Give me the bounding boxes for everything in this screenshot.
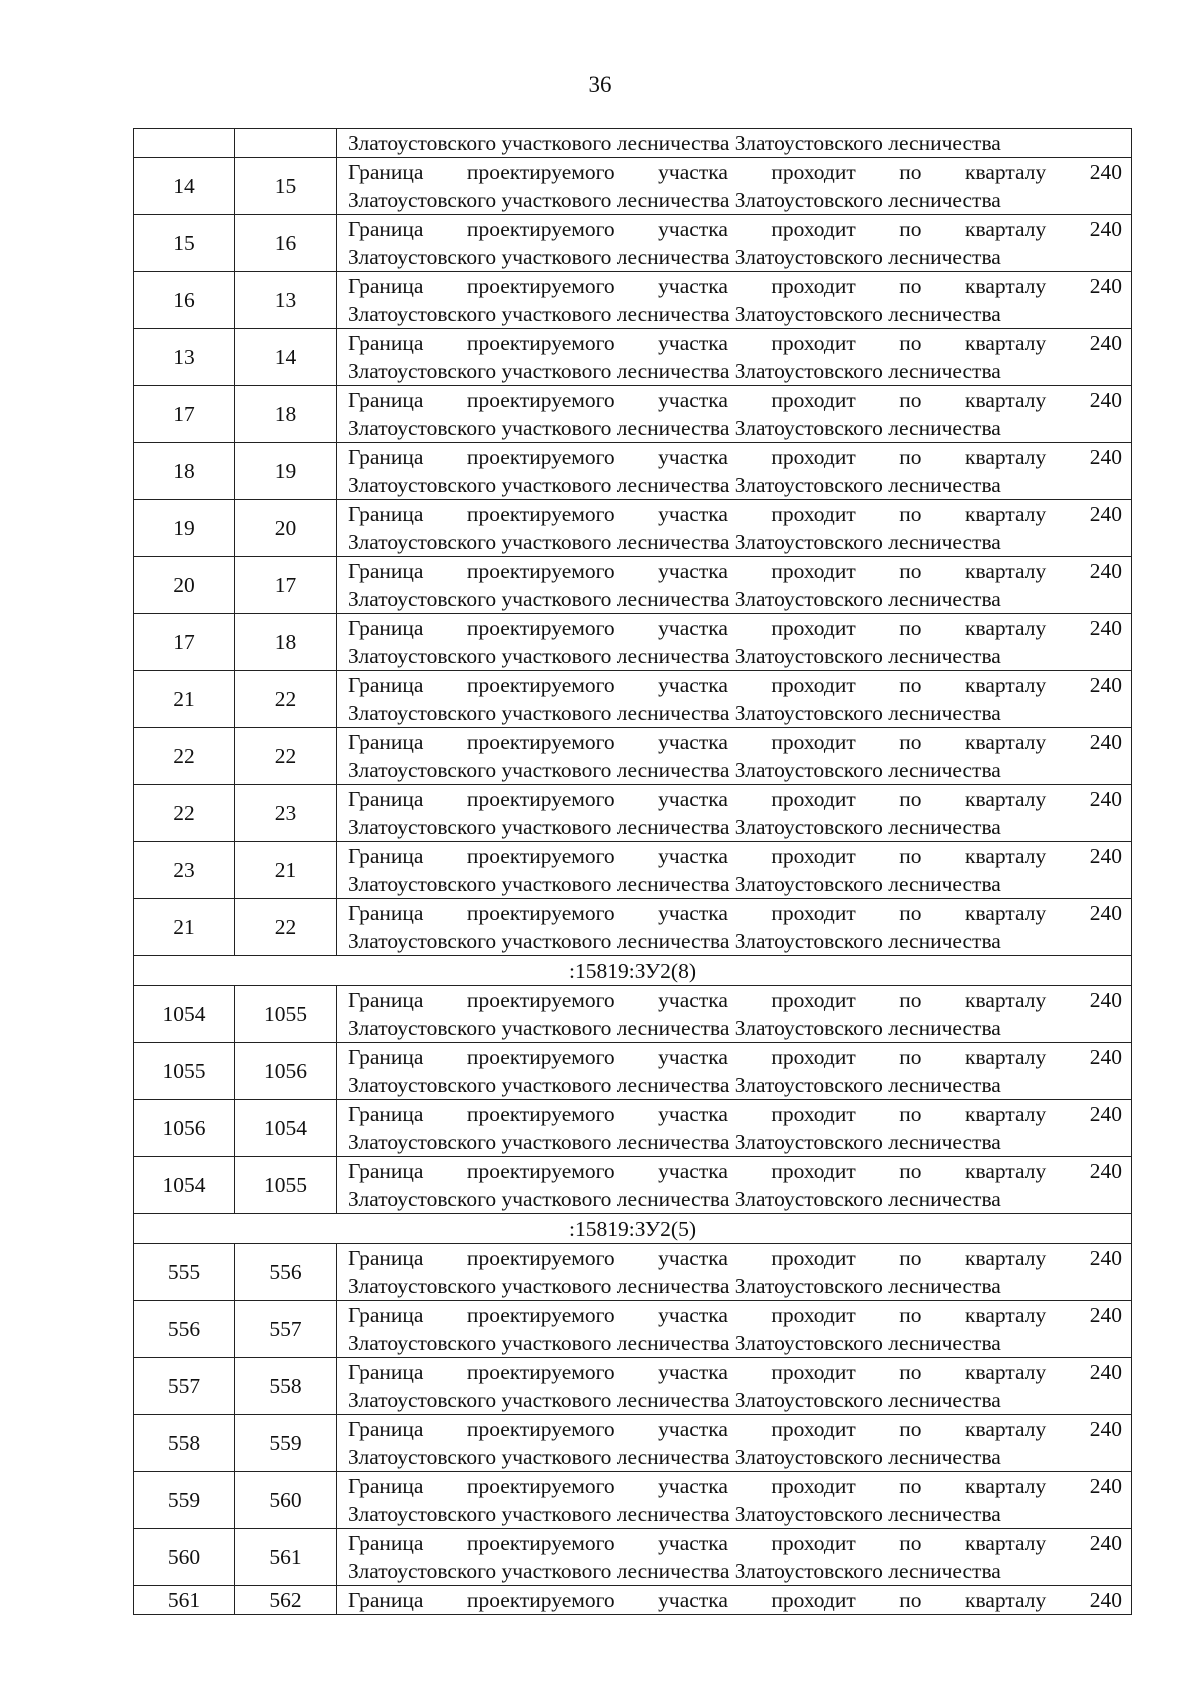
point-from-cell: 22 — [134, 728, 235, 785]
boundary-description-line1: Граница проектируемого участка проходит по кварталу 240 — [348, 844, 1122, 868]
boundary-description-line1: Граница проектируемого участка проходит по кварталу 240 — [348, 1588, 1122, 1612]
boundary-table — [133, 128, 1132, 1615]
boundary-description — [337, 443, 1132, 500]
point-from-cell: 22 — [134, 785, 235, 842]
boundary-description-line1: Граница проектируемого участка проходит по кварталу 240 — [348, 502, 1122, 526]
boundary-description-line1: Граница проектируемого участка проходит по кварталу 240 — [348, 160, 1122, 184]
point-to-cell: 17 — [235, 557, 337, 614]
table-row — [134, 443, 1132, 500]
point-to-cell: 562 — [235, 1586, 337, 1615]
point-from-cell: 20 — [134, 557, 235, 614]
point-from-cell: 1056 — [134, 1100, 235, 1157]
point-from-cell: 23 — [134, 842, 235, 899]
table-row — [134, 614, 1132, 671]
table-row — [134, 158, 1132, 215]
section-title: :15819:ЗУ2(5) — [134, 1214, 1132, 1244]
boundary-description-line2: Златоустовского участкового лесничества Златоустовского лесничества — [348, 245, 1001, 269]
table-row — [134, 1529, 1132, 1586]
point-from-cell: 559 — [134, 1472, 235, 1529]
boundary-description-line2: Златоустовского участкового лесничества Златоустовского лесничества — [348, 473, 1001, 497]
boundary-description — [337, 329, 1132, 386]
boundary-description — [337, 158, 1132, 215]
section-header-row — [134, 1214, 1132, 1244]
point-to-cell: 22 — [235, 899, 337, 956]
table-row — [134, 1043, 1132, 1100]
point-to-cell: 1056 — [235, 1043, 337, 1100]
boundary-description-line2: Златоустовского участкового лесничества Златоустовского лесничества — [348, 644, 1001, 668]
point-to-cell: 558 — [235, 1358, 337, 1415]
table-row — [134, 1100, 1132, 1157]
boundary-description — [337, 1244, 1132, 1301]
boundary-description — [337, 1157, 1132, 1214]
boundary-description — [337, 785, 1132, 842]
boundary-description-line2: Златоустовского участкового лесничества Златоустовского лесничества — [348, 188, 1001, 212]
boundary-description-line2: Златоустовского участкового лесничества Златоустовского лесничества — [348, 530, 1001, 554]
table-row — [134, 785, 1132, 842]
point-to-cell: 23 — [235, 785, 337, 842]
boundary-description-line2: Златоустовского участкового лесничества Златоустовского лесничества — [348, 587, 1001, 611]
point-to-cell: 1055 — [235, 1157, 337, 1214]
boundary-description-line2: Златоустовского участкового лесничества Златоустовского лесничества — [348, 1445, 1001, 1469]
boundary-description-line1: Граница проектируемого участка проходит по кварталу 240 — [348, 1360, 1122, 1384]
boundary-description — [337, 1100, 1132, 1157]
boundary-description — [337, 500, 1132, 557]
point-to-cell: 21 — [235, 842, 337, 899]
point-from-cell: 17 — [134, 614, 235, 671]
table-row — [134, 671, 1132, 728]
table-row — [134, 272, 1132, 329]
table-row — [134, 1244, 1132, 1301]
point-from-cell: 19 — [134, 500, 235, 557]
boundary-description-line1: Граница проектируемого участка проходит по кварталу 240 — [348, 217, 1122, 241]
point-from-cell: 557 — [134, 1358, 235, 1415]
table-row — [134, 1415, 1132, 1472]
table-row — [134, 899, 1132, 956]
table-row — [134, 215, 1132, 272]
boundary-description-line2: Златоустовского участкового лесничества Златоустовского лесничества — [348, 758, 1001, 782]
point-from-cell: 16 — [134, 272, 235, 329]
point-from-cell: 1054 — [134, 986, 235, 1043]
point-from-cell: 1054 — [134, 1157, 235, 1214]
point-to-cell: 13 — [235, 272, 337, 329]
point-from-cell: 556 — [134, 1301, 235, 1358]
boundary-description-line2: Златоустовского участкового лесничества Златоустовского лесничества — [348, 1187, 1001, 1211]
table-row — [134, 557, 1132, 614]
boundary-description-line1: Граница проектируемого участка проходит по кварталу 240 — [348, 1102, 1122, 1126]
boundary-description-line2: Златоустовского участкового лесничества Златоустовского лесничества — [348, 701, 1001, 725]
point-to-cell: 22 — [235, 671, 337, 728]
boundary-description-line2: Златоустовского участкового лесничества Златоустовского лесничества — [348, 1016, 1001, 1040]
boundary-description — [337, 1529, 1132, 1586]
boundary-description — [337, 1415, 1132, 1472]
point-to-cell: 22 — [235, 728, 337, 785]
point-to-cell: 20 — [235, 500, 337, 557]
point-to-cell: 561 — [235, 1529, 337, 1586]
table-row — [134, 842, 1132, 899]
point-to-cell: 560 — [235, 1472, 337, 1529]
boundary-description-line2: Златоустовского участкового лесничества Златоустовского лесничества — [348, 1502, 1001, 1526]
table-row — [134, 728, 1132, 785]
boundary-description-line1: Граница проектируемого участка проходит по кварталу 240 — [348, 673, 1122, 697]
point-from-cell: 14 — [134, 158, 235, 215]
table-body — [134, 129, 1132, 1615]
boundary-description-line2: Златоустовского участкового лесничества Златоустовского лесничества — [348, 416, 1001, 440]
boundary-description-line1: Граница проектируемого участка проходит по кварталу 240 — [348, 787, 1122, 811]
point-from-cell: 560 — [134, 1529, 235, 1586]
section-title: :15819:ЗУ2(8) — [134, 956, 1132, 986]
boundary-description-line2: Златоустовского участкового лесничества Златоустовского лесничества — [348, 1559, 1001, 1583]
point-to-cell: 14 — [235, 329, 337, 386]
continued-row — [134, 129, 1132, 158]
point-from-cell: 13 — [134, 329, 235, 386]
boundary-description-line1: Граница проектируемого участка проходит по кварталу 240 — [348, 331, 1122, 355]
point-to-cell: 1055 — [235, 986, 337, 1043]
boundary-description-line2: Златоустовского участкового лесничества Златоустовского лесничества — [348, 872, 1001, 896]
point-to-cell — [235, 129, 337, 158]
table-row — [134, 329, 1132, 386]
boundary-description-line2: Златоустовского участкового лесничества Златоустовского лесничества — [348, 1130, 1001, 1154]
table-row — [134, 1586, 1132, 1615]
boundary-description-line1: Граница проектируемого участка проходит по кварталу 240 — [348, 988, 1122, 1012]
table-row — [134, 500, 1132, 557]
point-to-cell: 556 — [235, 1244, 337, 1301]
page-number: 36 — [588, 72, 612, 97]
boundary-description-line1: Граница проектируемого участка проходит по кварталу 240 — [348, 901, 1122, 925]
point-from-cell: 561 — [134, 1586, 235, 1615]
point-to-cell: 19 — [235, 443, 337, 500]
point-to-cell: 15 — [235, 158, 337, 215]
boundary-description — [337, 1043, 1132, 1100]
boundary-description — [337, 1358, 1132, 1415]
boundary-description-line1: Граница проектируемого участка проходит по кварталу 240 — [348, 1474, 1122, 1498]
table-row — [134, 1301, 1132, 1358]
section-header-row — [134, 956, 1132, 986]
boundary-description — [337, 1586, 1132, 1615]
point-to-cell: 559 — [235, 1415, 337, 1472]
boundary-description-line1: Граница проектируемого участка проходит по кварталу 240 — [348, 1303, 1122, 1327]
boundary-description — [337, 728, 1132, 785]
boundary-description — [337, 842, 1132, 899]
table-row — [134, 386, 1132, 443]
boundary-description-line1: Граница проектируемого участка проходит по кварталу 240 — [348, 388, 1122, 412]
boundary-description-line1: Граница проектируемого участка проходит по кварталу 240 — [348, 730, 1122, 754]
point-to-cell: 18 — [235, 386, 337, 443]
boundary-description-line2: Златоустовского участкового лесничества Златоустовского лесничества — [348, 929, 1001, 953]
boundary-description-line1: Граница проектируемого участка проходит по кварталу 240 — [348, 1159, 1122, 1183]
boundary-description-line1: Граница проектируемого участка проходит по кварталу 240 — [348, 274, 1122, 298]
boundary-description — [337, 986, 1132, 1043]
boundary-description-line2: Златоустовского участкового лесничества Златоустовского лесничества — [348, 815, 1001, 839]
boundary-description-line1: Граница проектируемого участка проходит по кварталу 240 — [348, 1531, 1122, 1555]
boundary-description — [337, 215, 1132, 272]
point-from-cell: 555 — [134, 1244, 235, 1301]
point-to-cell: 16 — [235, 215, 337, 272]
boundary-description-line2: Златоустовского участкового лесничества Златоустовского лесничества — [348, 1388, 1001, 1412]
boundary-description — [337, 671, 1132, 728]
point-from-cell: 18 — [134, 443, 235, 500]
boundary-description — [337, 1301, 1132, 1358]
boundary-description — [337, 557, 1132, 614]
table-row — [134, 1472, 1132, 1529]
boundary-description-line2: Златоустовского участкового лесничества Златоустовского лесничества — [348, 1073, 1001, 1097]
point-from-cell: 1055 — [134, 1043, 235, 1100]
boundary-description — [337, 899, 1132, 956]
boundary-description-line2: Златоустовского участкового лесничества Златоустовского лесничества — [348, 302, 1001, 326]
point-from-cell — [134, 129, 235, 158]
point-from-cell: 15 — [134, 215, 235, 272]
point-from-cell: 558 — [134, 1415, 235, 1472]
boundary-description-line1: Граница проектируемого участка проходит по кварталу 240 — [348, 1246, 1122, 1270]
boundary-description — [337, 614, 1132, 671]
point-from-cell: 21 — [134, 671, 235, 728]
boundary-description-line1: Граница проектируемого участка проходит по кварталу 240 — [348, 559, 1122, 583]
boundary-description-line1: Граница проектируемого участка проходит по кварталу 240 — [348, 1045, 1122, 1069]
point-to-cell: 18 — [235, 614, 337, 671]
table-row — [134, 1358, 1132, 1415]
boundary-description-line1: Граница проектируемого участка проходит по кварталу 240 — [348, 1417, 1122, 1441]
table-row — [134, 1157, 1132, 1214]
boundary-description-line1: Граница проектируемого участка проходит по кварталу 240 — [348, 616, 1122, 640]
boundary-description-line1: Граница проектируемого участка проходит по кварталу 240 — [348, 445, 1122, 469]
boundary-description — [337, 386, 1132, 443]
point-to-cell: 557 — [235, 1301, 337, 1358]
boundary-description — [337, 1472, 1132, 1529]
boundary-description-line2: Златоустовского участкового лесничества Златоустовского лесничества — [348, 1274, 1001, 1298]
boundary-description: Златоустовского участкового лесничества Златоустовского лесничества — [337, 129, 1132, 158]
point-to-cell: 1054 — [235, 1100, 337, 1157]
boundary-description — [337, 272, 1132, 329]
boundary-description-line2: Златоустовского участкового лесничества Златоустовского лесничества — [348, 1331, 1001, 1355]
point-from-cell: 17 — [134, 386, 235, 443]
point-from-cell: 21 — [134, 899, 235, 956]
table-row — [134, 986, 1132, 1043]
boundary-description-line2: Златоустовского участкового лесничества Златоустовского лесничества — [348, 359, 1001, 383]
